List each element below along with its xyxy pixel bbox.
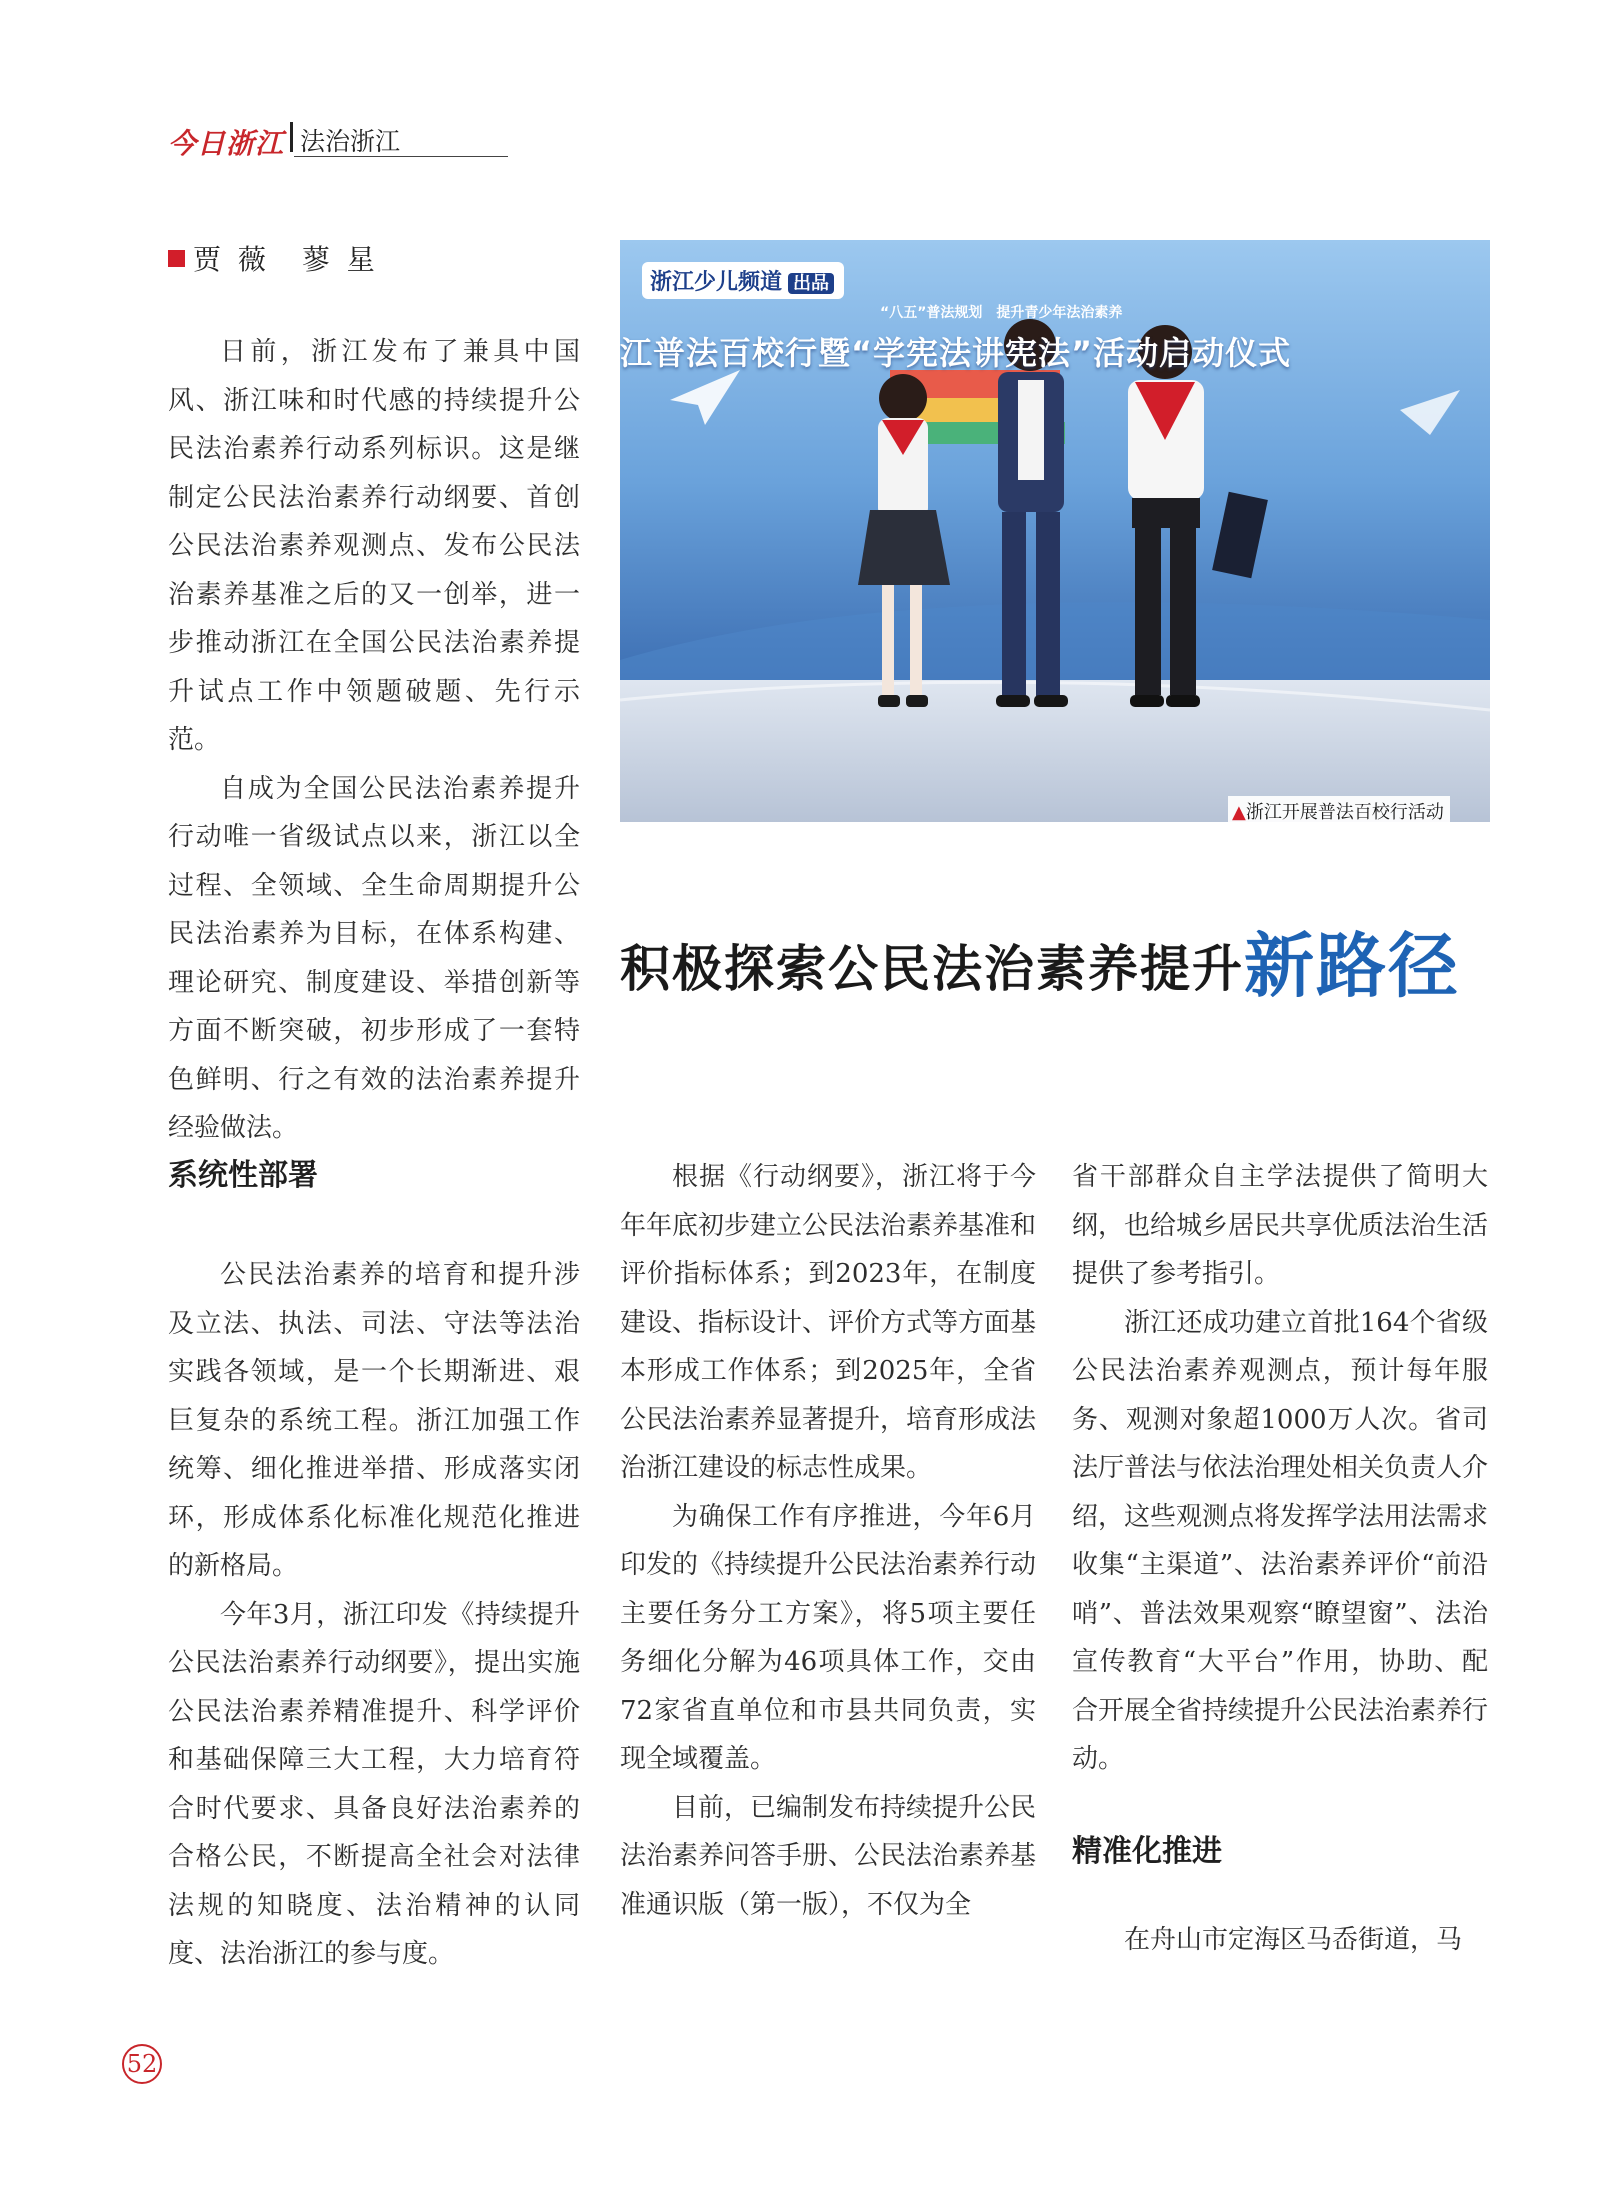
- section1-paragraph-4: 为确保工作有序推进，今年6月印发的《持续提升公民法治素养行动主要任务分工方案》，将5项主要任务细化分解为46项具体工作，交由72家省直单位和市县共同负责，实现全域覆盖。: [620, 1501, 1037, 1774]
- author-marker-icon: [168, 250, 185, 267]
- page-number: 52: [122, 2044, 162, 2084]
- header-divider: [290, 122, 293, 152]
- caption-triangle-icon: ▲: [1232, 802, 1246, 823]
- section1-column-a: [168, 1251, 580, 1979]
- intro-text: [168, 328, 580, 1153]
- section1-paragraph-5: 目前，已编制发布持续提升公民法治素养问答手册、公民法治素养基准通识版（第一版），不仅为全: [620, 1792, 1037, 1920]
- intro-paragraph-2: 自成为全国公民法治素养提升行动唯一省级试点以来，浙江以全过程、全领域、全生命周期提升公民法治素养为目标，在体系构建、理论研究、制度建设、举措创新等方面不断突破，初步形成了一套特色鲜明、行之有效的法治素养提升经验做法。: [168, 773, 580, 1143]
- channel-name: 浙江少儿频道: [650, 270, 783, 295]
- channel-tag: 出品: [788, 273, 834, 294]
- article-headline: [620, 910, 1520, 1011]
- headline-main: 积极探索公民法治素养提升: [620, 939, 1244, 998]
- section2-column-c: [1072, 1916, 1488, 1965]
- section1-column-c: [1072, 1153, 1488, 1784]
- author-names: 贾 薇 蓼 星: [193, 243, 379, 276]
- banner-title: 江普法百校行暨“学宪法讲宪法”活动启动仪式: [620, 334, 1292, 372]
- banner-small-text: “八五”普法规划 提升青少年法治素养: [880, 305, 1123, 321]
- header-rule: [294, 156, 508, 157]
- section2-paragraph-1: 在舟山市定海区马岙街道，马: [1124, 1925, 1463, 1955]
- section-name: 法治浙江: [300, 127, 401, 156]
- section1-paragraph-2: 今年3月，浙江印发《持续提升公民法治素养行动纲要》，提出实施公民法治素养精准提升、科学评价和基础保障三大工程，大力培育符合时代要求、具备良好法治素养的合格公民，不断提高全社会对法律法规的知晓度、法治精神的认同度、法治浙江的参与度。: [168, 1599, 580, 1969]
- photo-caption: [1228, 796, 1450, 826]
- channel-badge: [642, 262, 844, 299]
- section1-paragraph-5-cont: 省干部群众自主学法提供了简明大纲，也给城乡居民共享优质法治生活提供了参考指引。: [1072, 1162, 1489, 1289]
- section1-paragraph-1: 公民法治素养的培育和提升涉及立法、执法、司法、守法等法治实践各领域，是一个长期渐进、艰巨复杂的系统工程。浙江加强工作统筹、细化推进举措、形成落实闭环，形成体系化标准化规范化推进的新格局。: [168, 1260, 580, 1581]
- event-photo: [620, 240, 1490, 822]
- magazine-logo: 今日浙江: [168, 127, 285, 160]
- section1-paragraph-3: 根据《行动纲要》，浙江将于今年年底初步建立公民法治素养基准和评价指标体系；到2023年，在制度建设、指标设计、评价方式等方面基本形成工作体系；到2025年，全省公民法治素养显著提升，培育形成法治浙江建设的标志性成果。: [620, 1162, 1037, 1483]
- section1-column-b: [620, 1153, 1036, 1929]
- section1-paragraph-6: 浙江还成功建立首批164个省级公民法治素养观测点，预计每年服务、观测对象超1000万人次。省司法厅普法与依法治理处相关负责人介绍，这些观测点将发挥学法用法需求收集“主渠道”、法治素养评价“前沿哨”、普法效果观察“瞭望窗”、法治宣传教育“大平台”作用，协助、配合开展全省持续提升公民法治素养行动。: [1072, 1307, 1489, 1774]
- author-line: [168, 238, 379, 278]
- intro-paragraph-1: 日前，浙江发布了兼具中国风、浙江味和时代感的持续提升公民法治素养行动系列标识。这是继制定公民法治素养行动纲要、首创公民法治素养观测点、发布公民法治素养基准之后的又一创举，进一步推动浙江在全国公民法治素养提升试点工作中领题破题、先行示范。: [168, 337, 580, 755]
- headline-accent: 新路径: [1244, 925, 1460, 1007]
- page-header: [168, 118, 508, 158]
- section-title-systematic: 系统性部署: [168, 1158, 318, 1193]
- photo-caption-text: 浙江开展普法百校行活动: [1245, 802, 1444, 823]
- section-title-precise: 精准化推进: [1072, 1834, 1222, 1869]
